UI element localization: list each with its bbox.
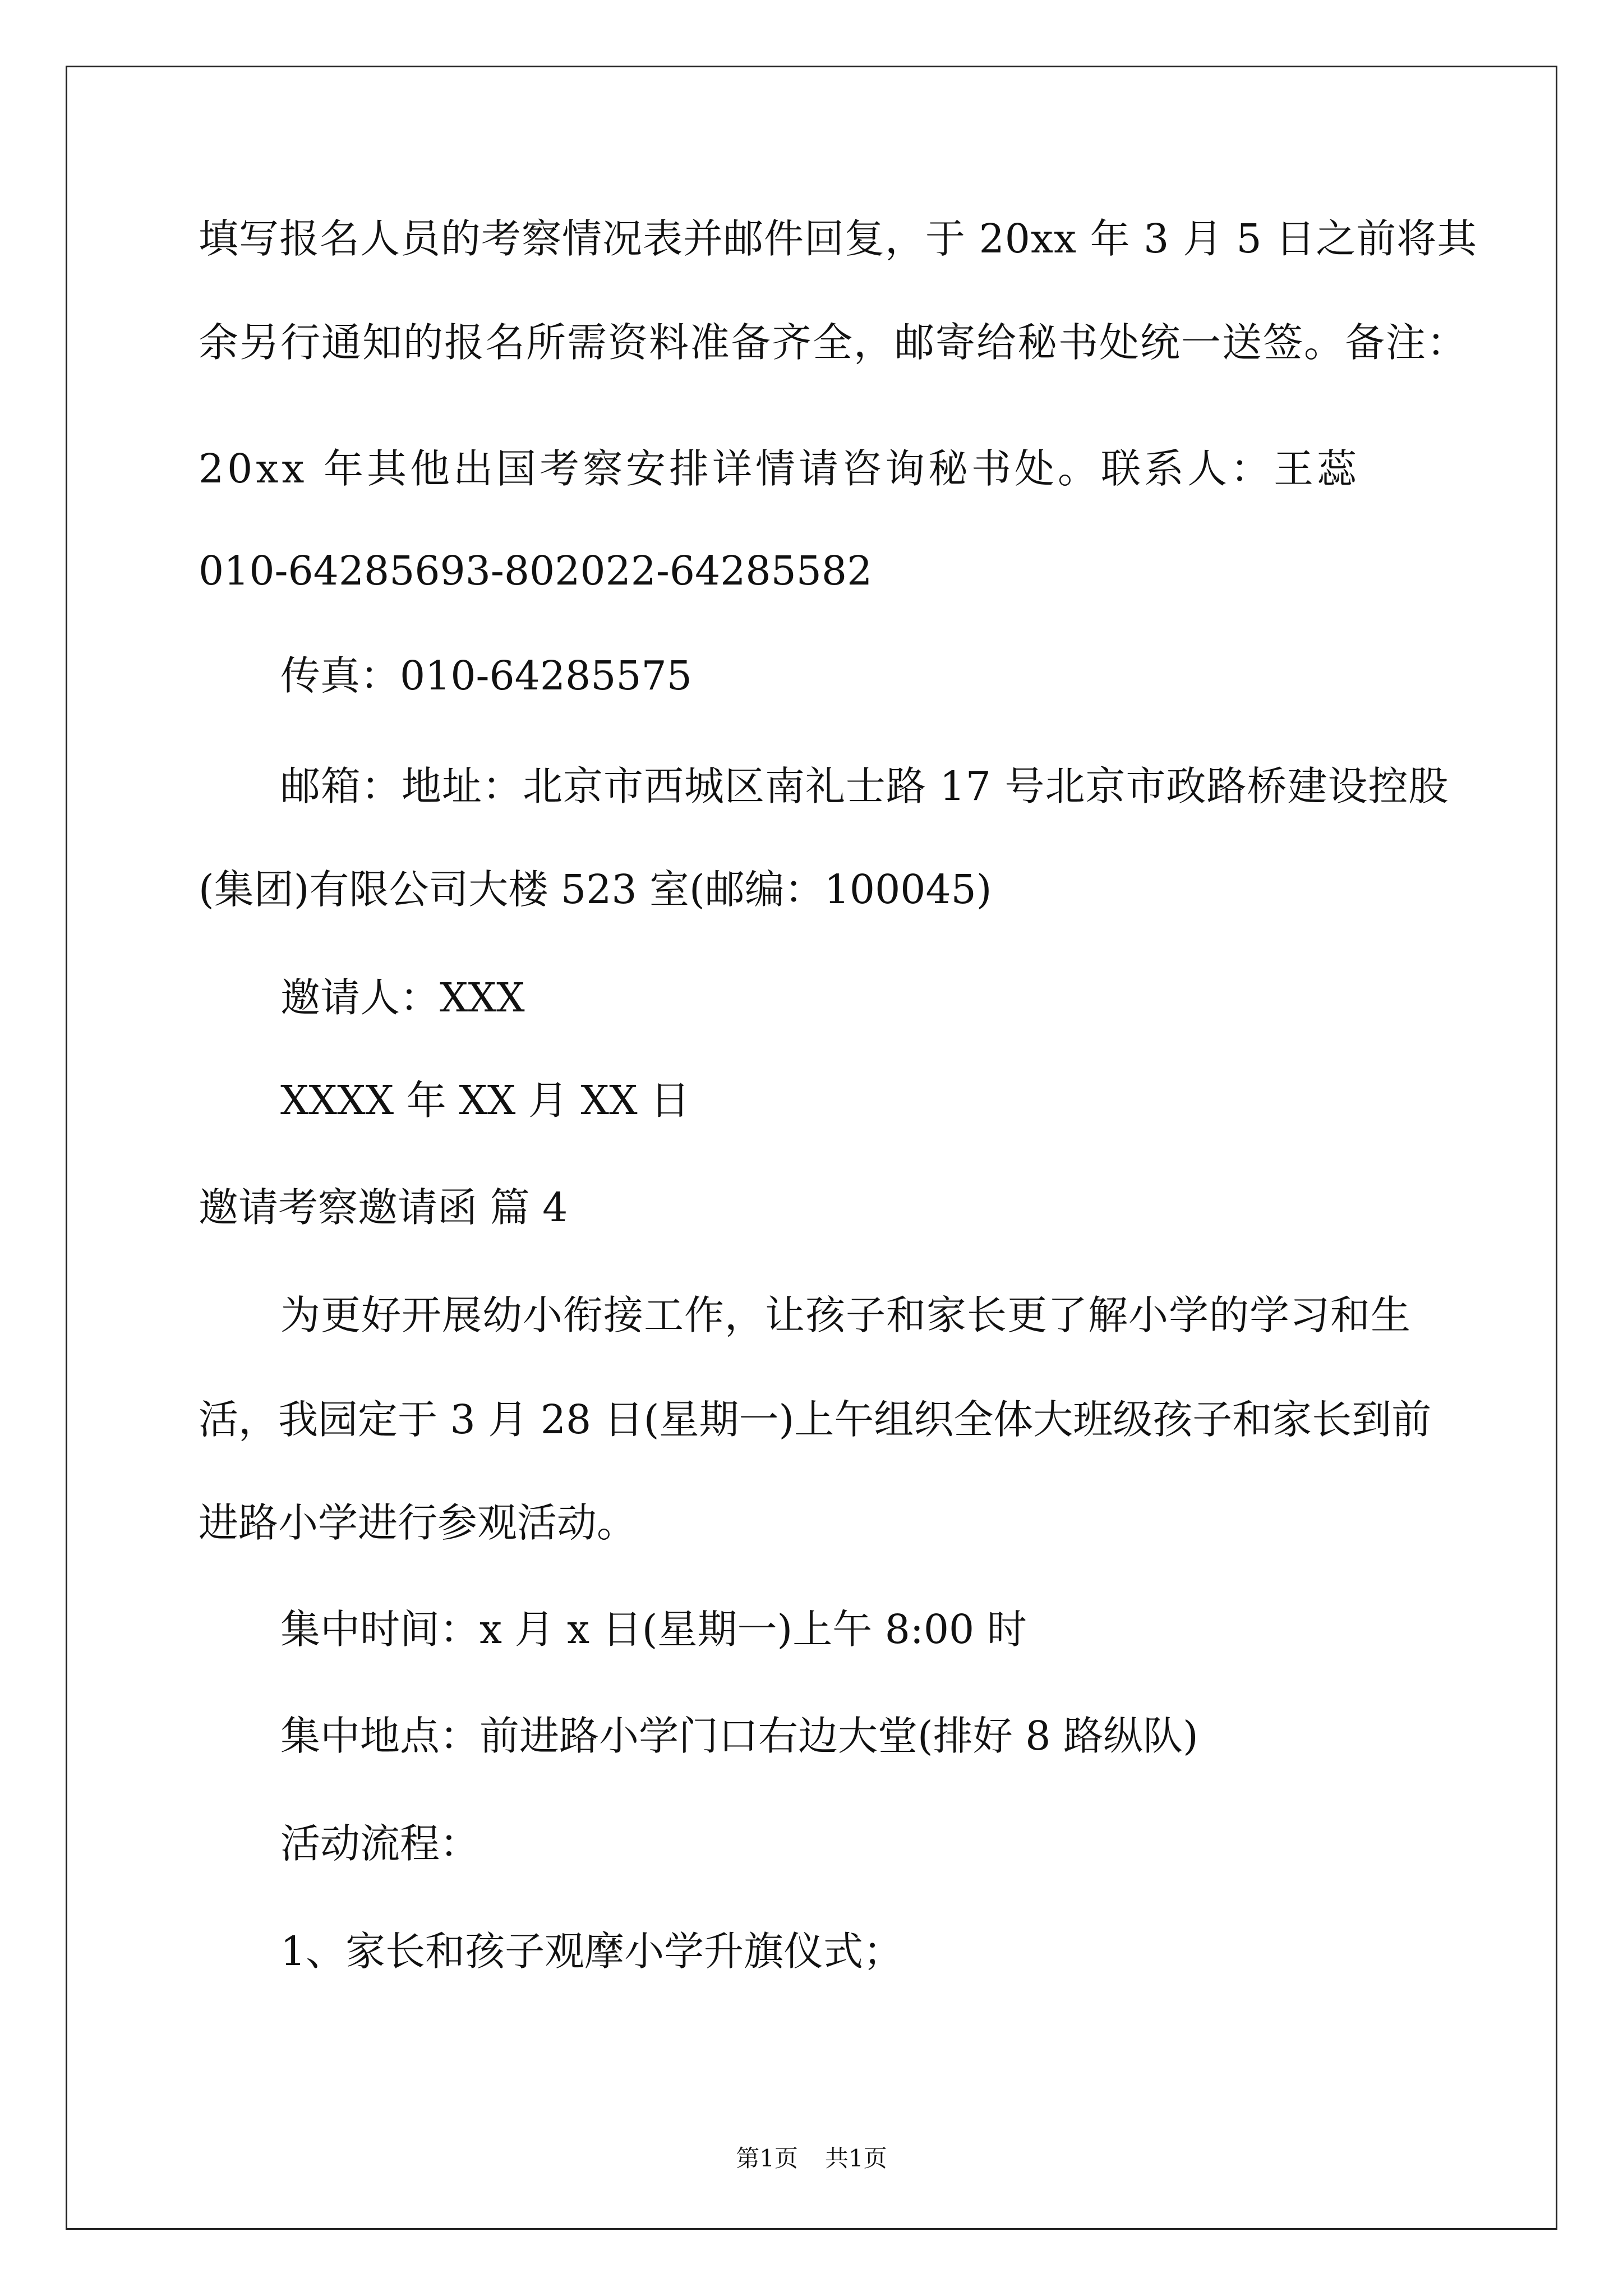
- section-heading: 邀请考察邀请函 篇 4: [199, 1184, 568, 1231]
- phone-line: 010-64285693-802022-64285582: [199, 547, 873, 594]
- process-heading: 活动流程：: [280, 1820, 480, 1867]
- fax-line: 传真：010-64285575: [280, 652, 692, 699]
- page-total: 共1页: [825, 2145, 887, 2172]
- gather-time-line: 集中时间：x 月 x 日(星期一)上午 8:00 时: [280, 1606, 1027, 1653]
- date-line: XXXX 年 XX 月 XX 日: [280, 1077, 690, 1124]
- body-line: 余另行通知的报名所需资料准备齐全，邮寄给秘书处统一送签。备注：: [199, 319, 1468, 366]
- page-number: 第1页: [736, 2145, 798, 2172]
- body-line: 20xx 年其他出国考察安排详情请咨询秘书处。联系人：王蕊: [199, 445, 1360, 492]
- page-border: [66, 66, 1557, 2230]
- gather-place-line: 集中地点：前进路小学门口右边大堂(排好 8 路纵队): [280, 1713, 1198, 1759]
- address-line-cont: (集团)有限公司大楼 523 室(邮编：100045): [199, 866, 992, 913]
- body-line: 为更好开展幼小衔接工作，让孩子和家长更了解小学的学习和生: [280, 1292, 1412, 1338]
- body-line: 活，我园定于 3 月 28 日(星期一)上午组织全体大班级孩子和家长到前: [199, 1396, 1432, 1443]
- inviter-line: 邀请人：XXX: [280, 974, 525, 1021]
- page-footer: [0, 2142, 1623, 2175]
- body-line: 填写报名人员的考察情况表并邮件回复，于 20xx 年 3 月 5 日之前将其: [199, 215, 1478, 262]
- body-line: 进路小学进行参观活动。: [199, 1499, 637, 1546]
- address-line: 邮箱：地址：北京市西城区南礼士路 17 号北京市政路桥建设控股: [280, 763, 1449, 809]
- process-item: 1、家长和孩子观摩小学升旗仪式；: [280, 1928, 903, 1975]
